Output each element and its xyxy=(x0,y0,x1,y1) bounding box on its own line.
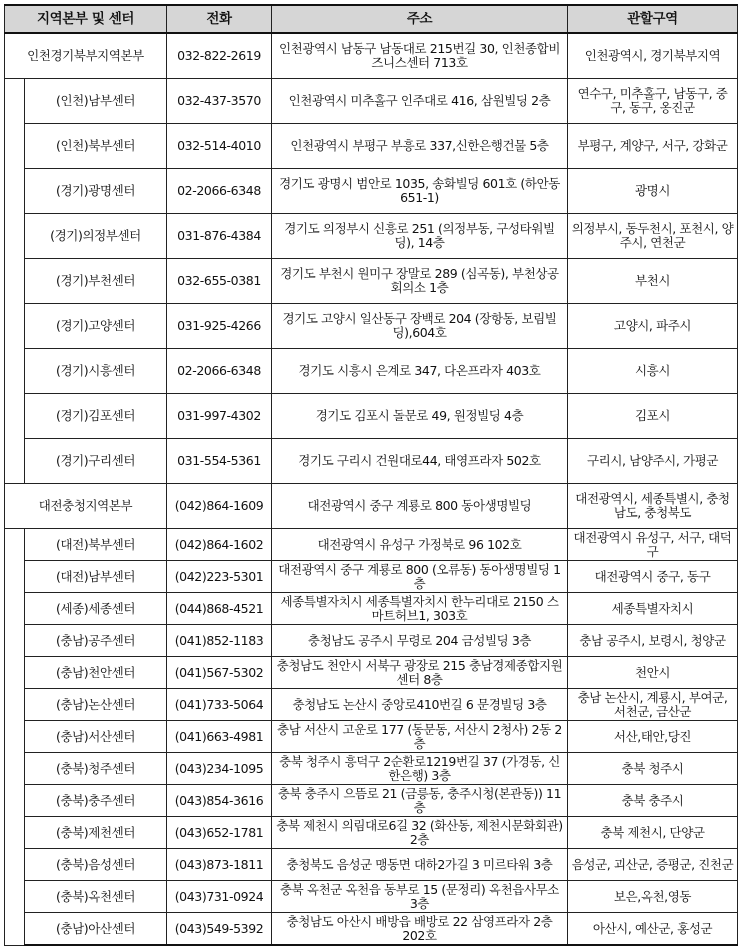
center-row xyxy=(5,259,738,304)
center-name: (인천)북부센터 xyxy=(25,124,167,169)
indent-cell xyxy=(5,561,25,593)
center-jurisdiction: 연수구, 미추홀구, 남동구, 중구, 동구, 옹진군 xyxy=(568,79,738,124)
indent-cell xyxy=(5,349,25,394)
center-phone: 032-655-0381 xyxy=(167,259,272,304)
center-name: (경기)고양센터 xyxy=(25,304,167,349)
center-row xyxy=(5,79,738,124)
hq-phone: (042)864-1609 xyxy=(167,484,272,529)
indent-cell xyxy=(5,753,25,785)
center-phone: (043)854-3616 xyxy=(167,785,272,817)
center-address: 경기도 의정부시 신흥로 251 (의정부동, 구성타워빌딩), 14층 xyxy=(272,214,568,259)
hq-name: 인천경기북부지역본부 xyxy=(5,33,167,79)
office-directory xyxy=(4,4,738,946)
indent-cell xyxy=(5,79,25,124)
hq-row xyxy=(5,484,738,529)
center-name: (충남)천안센터 xyxy=(25,657,167,689)
center-address: 대전광역시 중구 계룡로 800 (오류동) 동아생명빌딩 1층 xyxy=(272,561,568,593)
center-name: (경기)김포센터 xyxy=(25,394,167,439)
center-row xyxy=(5,625,738,657)
center-name: (인천)남부센터 xyxy=(25,79,167,124)
center-jurisdiction: 대전광역시 유성구, 서구, 대덕구 xyxy=(568,529,738,561)
center-row xyxy=(5,124,738,169)
center-address: 인천광역시 부평구 부흥로 337,신한은행건물 5층 xyxy=(272,124,568,169)
center-phone: (041)733-5064 xyxy=(167,689,272,721)
center-name: (충북)제천센터 xyxy=(25,817,167,849)
indent-cell xyxy=(5,593,25,625)
center-jurisdiction: 시흥시 xyxy=(568,349,738,394)
header-jurisdiction: 관할구역 xyxy=(568,5,738,33)
center-row xyxy=(5,721,738,753)
center-address: 인천광역시 미추홀구 인주대로 416, 삼원빌딩 2층 xyxy=(272,79,568,124)
center-phone: (041)852-1183 xyxy=(167,625,272,657)
center-row xyxy=(5,304,738,349)
header-region: 지역본부 및 센터 xyxy=(5,5,167,33)
center-row xyxy=(5,817,738,849)
center-row xyxy=(5,881,738,913)
indent-cell xyxy=(5,849,25,881)
indent-cell xyxy=(5,439,25,484)
center-phone: (043)731-0924 xyxy=(167,881,272,913)
center-row xyxy=(5,593,738,625)
indent-cell xyxy=(5,529,25,561)
center-address: 충북 청주시 흥덕구 2순환로1219번길 37 (가경동, 신한은행) 3층 xyxy=(272,753,568,785)
center-phone: (042)864-1602 xyxy=(167,529,272,561)
center-phone: (042)223-5301 xyxy=(167,561,272,593)
center-phone: (044)868-4521 xyxy=(167,593,272,625)
center-jurisdiction: 충남 공주시, 보령시, 청양군 xyxy=(568,625,738,657)
indent-cell xyxy=(5,259,25,304)
hq-address: 대전광역시 중구 계룡로 800 동아생명빌딩 xyxy=(272,484,568,529)
center-jurisdiction: 아산시, 예산군, 홍성군 xyxy=(568,913,738,946)
center-address: 경기도 구리시 건원대로44, 태영프라자 502호 xyxy=(272,439,568,484)
center-jurisdiction: 광명시 xyxy=(568,169,738,214)
center-name: (경기)부천센터 xyxy=(25,259,167,304)
center-jurisdiction: 대전광역시 중구, 동구 xyxy=(568,561,738,593)
indent-cell xyxy=(5,689,25,721)
center-phone: 031-997-4302 xyxy=(167,394,272,439)
center-row xyxy=(5,753,738,785)
center-row xyxy=(5,529,738,561)
center-phone: 031-554-5361 xyxy=(167,439,272,484)
hq-jurisdiction: 대전광역시, 세종특별시, 충청남도, 충청북도 xyxy=(568,484,738,529)
center-name: (충남)공주센터 xyxy=(25,625,167,657)
header-row xyxy=(5,5,738,33)
center-address: 충북 충주시 으뜸로 21 (금릉동, 충주시청(본관동)) 11층 xyxy=(272,785,568,817)
center-phone: 031-876-4384 xyxy=(167,214,272,259)
center-name: (경기)의정부센터 xyxy=(25,214,167,259)
hq-row xyxy=(5,33,738,79)
indent-cell xyxy=(5,124,25,169)
hq-name: 대전충청지역본부 xyxy=(5,484,167,529)
center-phone: (043)549-5392 xyxy=(167,913,272,946)
indent-cell xyxy=(5,785,25,817)
center-name: (충남)논산센터 xyxy=(25,689,167,721)
center-name: (세종)세종센터 xyxy=(25,593,167,625)
center-address: 충북 제천시 의림대로6길 32 (화산동, 제천시문화회관) 2층 xyxy=(272,817,568,849)
center-jurisdiction: 음성군, 괴산군, 증평군, 진천군 xyxy=(568,849,738,881)
center-jurisdiction: 부천시 xyxy=(568,259,738,304)
center-row xyxy=(5,439,738,484)
center-jurisdiction: 충북 충주시 xyxy=(568,785,738,817)
center-name: (대전)남부센터 xyxy=(25,561,167,593)
center-name: (대전)북부센터 xyxy=(25,529,167,561)
hq-address: 인천광역시 남동구 남동대로 215번길 30, 인천종합비즈니스센터 713호 xyxy=(272,33,568,79)
center-jurisdiction: 고양시, 파주시 xyxy=(568,304,738,349)
indent-cell xyxy=(5,304,25,349)
header-phone: 전화 xyxy=(167,5,272,33)
header-address: 주소 xyxy=(272,5,568,33)
center-name: (경기)시흥센터 xyxy=(25,349,167,394)
office-table xyxy=(4,4,738,946)
center-jurisdiction: 세종특별자치시 xyxy=(568,593,738,625)
center-row xyxy=(5,394,738,439)
indent-cell xyxy=(5,881,25,913)
center-row xyxy=(5,689,738,721)
hq-phone: 032-822-2619 xyxy=(167,33,272,79)
center-row xyxy=(5,214,738,259)
center-name: (충북)청주센터 xyxy=(25,753,167,785)
indent-cell xyxy=(5,169,25,214)
center-row xyxy=(5,349,738,394)
center-row xyxy=(5,657,738,689)
center-phone: (043)873-1811 xyxy=(167,849,272,881)
indent-cell xyxy=(5,394,25,439)
center-address: 충청남도 천안시 서북구 광장로 215 충남경제종합지원센터 8층 xyxy=(272,657,568,689)
indent-cell xyxy=(5,721,25,753)
center-row xyxy=(5,849,738,881)
center-jurisdiction: 서산,태안,당진 xyxy=(568,721,738,753)
center-jurisdiction: 김포시 xyxy=(568,394,738,439)
hq-jurisdiction: 인천광역시, 경기북부지역 xyxy=(568,33,738,79)
center-address: 충청남도 논산시 중앙로410번길 6 문경빌딩 3층 xyxy=(272,689,568,721)
center-jurisdiction: 구리시, 남양주시, 가평군 xyxy=(568,439,738,484)
center-address: 경기도 고양시 일산동구 장백로 204 (장항동, 보림빌딩),604호 xyxy=(272,304,568,349)
center-address: 충북 옥천군 옥천읍 동부로 15 (문정리) 옥천읍사무소 3층 xyxy=(272,881,568,913)
center-jurisdiction: 의정부시, 동두천시, 포천시, 양주시, 연천군 xyxy=(568,214,738,259)
center-name: (충남)서산센터 xyxy=(25,721,167,753)
center-address: 충청북도 음성군 맹동면 대하2가길 3 미르타워 3층 xyxy=(272,849,568,881)
center-name: (충남)아산센터 xyxy=(25,913,167,946)
center-name: (충북)충주센터 xyxy=(25,785,167,817)
center-name: (경기)구리센터 xyxy=(25,439,167,484)
center-address: 세종특별자치시 세종특별자치시 한누리대로 2150 스마트허브1, 303호 xyxy=(272,593,568,625)
indent-cell xyxy=(5,657,25,689)
center-phone: 031-925-4266 xyxy=(167,304,272,349)
center-name: (충북)음성센터 xyxy=(25,849,167,881)
center-address: 대전광역시 유성구 가정북로 96 102호 xyxy=(272,529,568,561)
center-phone: 02-2066-6348 xyxy=(167,349,272,394)
center-address: 경기도 김포시 돌문로 49, 원정빌딩 4층 xyxy=(272,394,568,439)
indent-cell xyxy=(5,214,25,259)
center-address: 충남 서산시 고운로 177 (동문동, 서산시 2청사) 2동 2층 xyxy=(272,721,568,753)
center-address: 충청남도 아산시 배방읍 배방로 22 삼영프라자 2층 202호 xyxy=(272,913,568,946)
center-phone: (043)652-1781 xyxy=(167,817,272,849)
center-name: (경기)광명센터 xyxy=(25,169,167,214)
center-jurisdiction: 부평구, 계양구, 서구, 강화군 xyxy=(568,124,738,169)
center-phone: 02-2066-6348 xyxy=(167,169,272,214)
center-jurisdiction: 충남 논산시, 계룡시, 부여군, 서천군, 금산군 xyxy=(568,689,738,721)
indent-cell xyxy=(5,913,25,946)
center-address: 충청남도 공주시 무령로 204 금성빌딩 3층 xyxy=(272,625,568,657)
center-row xyxy=(5,561,738,593)
table-body xyxy=(5,33,738,945)
center-address: 경기도 시흥시 은계로 347, 다온프라자 403호 xyxy=(272,349,568,394)
center-row xyxy=(5,169,738,214)
center-jurisdiction: 천안시 xyxy=(568,657,738,689)
center-phone: 032-437-3570 xyxy=(167,79,272,124)
center-row xyxy=(5,785,738,817)
center-phone: (041)663-4981 xyxy=(167,721,272,753)
center-jurisdiction: 충북 청주시 xyxy=(568,753,738,785)
center-phone: 032-514-4010 xyxy=(167,124,272,169)
center-jurisdiction: 충북 제천시, 단양군 xyxy=(568,817,738,849)
center-address: 경기도 광명시 범안로 1035, 송화빌딩 601호 (하안동 651-1) xyxy=(272,169,568,214)
center-address: 경기도 부천시 원미구 장말로 289 (심곡동), 부천상공회의소 1층 xyxy=(272,259,568,304)
center-name: (충북)옥천센터 xyxy=(25,881,167,913)
indent-cell xyxy=(5,817,25,849)
center-phone: (041)567-5302 xyxy=(167,657,272,689)
center-jurisdiction: 보은,옥천,영동 xyxy=(568,881,738,913)
center-phone: (043)234-1095 xyxy=(167,753,272,785)
indent-cell xyxy=(5,625,25,657)
center-row xyxy=(5,913,738,946)
